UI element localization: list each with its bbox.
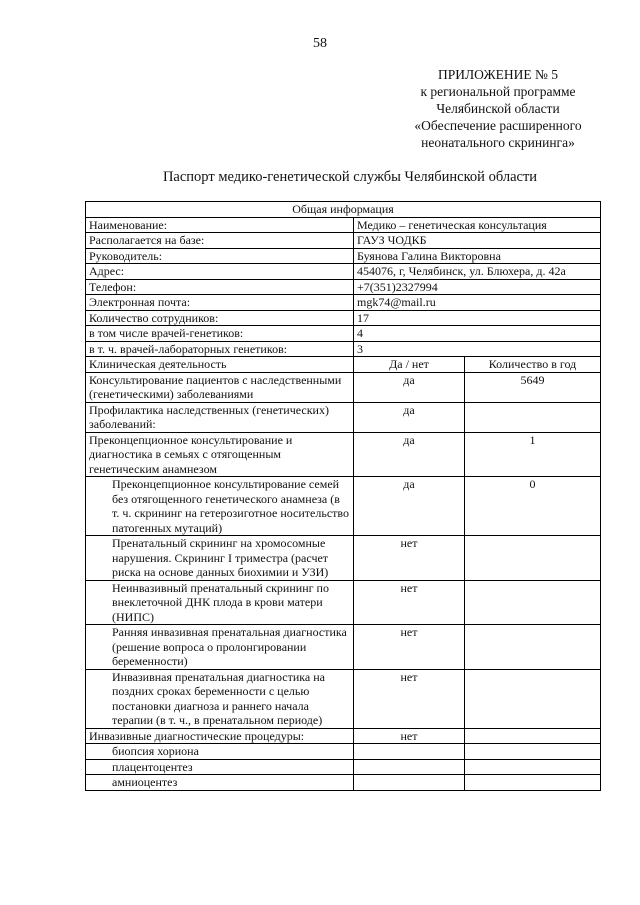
row-yes-no: нет — [354, 580, 465, 625]
row-label: Профилактика наследственных (генетических) заболеваний: — [86, 402, 354, 432]
row-value: mgk74@mail.ru — [354, 295, 601, 311]
table-row — [86, 341, 601, 357]
row-label: Пренатальный скрининг на хромосомные нарушения. Скрининг I триместра (расчет риска на основе данных биохимии и УЗИ) — [86, 536, 354, 581]
appendix-line-3: Челябинской области — [436, 101, 560, 116]
row-yes-no: нет — [354, 669, 465, 728]
row-yes-no: да — [354, 402, 465, 432]
row-label: Располагается на базе: — [86, 233, 354, 249]
passport-table — [85, 201, 601, 791]
column-header-count: Количество в год — [465, 357, 601, 373]
row-count: 5649 — [465, 372, 601, 402]
row-value: Медико – генетическая консультация — [354, 217, 601, 233]
row-value: 17 — [354, 310, 601, 326]
clinical-header-row — [86, 357, 601, 373]
row-label: Ранняя инвазивная пренатальная диагностика (решение вопроса о пролонгировании беременности) — [86, 625, 354, 670]
table-row — [86, 580, 601, 625]
table-row — [86, 402, 601, 432]
row-label: Неинвазивный пренатальный скрининг по внеклеточной ДНК плода в крови матери (НИПС) — [86, 580, 354, 625]
table-row — [86, 264, 601, 280]
table-row — [86, 432, 601, 477]
table-row — [86, 759, 601, 775]
row-yes-no — [354, 759, 465, 775]
row-label: Консультирование пациентов с наследственными (генетическими) заболеваниями — [86, 372, 354, 402]
row-count — [465, 625, 601, 670]
row-count — [465, 536, 601, 581]
row-count — [465, 775, 601, 791]
row-label: в том числе врачей-генетиков: — [86, 326, 354, 342]
general-header: Общая информация — [86, 202, 601, 218]
row-yes-no: да — [354, 477, 465, 536]
appendix-block — [398, 66, 598, 151]
row-value: +7(351)2327994 — [354, 279, 601, 295]
appendix-line-4: «Обеспечение расширенного — [414, 118, 582, 133]
appendix-line-2: к региональной программе — [420, 84, 576, 99]
row-count: 1 — [465, 432, 601, 477]
table-row — [86, 248, 601, 264]
table-row — [86, 217, 601, 233]
row-label: Инвазивные диагностические процедуры: — [86, 728, 354, 744]
row-value: ГАУЗ ЧОДКБ — [354, 233, 601, 249]
row-label: Электронная почта: — [86, 295, 354, 311]
table-row — [86, 310, 601, 326]
row-label: Преконцепционное консультирование семей без отягощенного генетического анамнеза (в т. ч. скрининг на гетерозиготное носительство патогенных мутаций) — [86, 477, 354, 536]
row-yes-no: нет — [354, 625, 465, 670]
row-label: Преконцепционное консультирование и диагностика в семьях с отягощенным генетическим анамнезом — [86, 432, 354, 477]
row-label: Адрес: — [86, 264, 354, 280]
table-row — [86, 669, 601, 728]
row-label: Инвазивная пренатальная диагностика на поздних сроках беременности с целью постановки диагноза и раннего начала терапии (в т. ч., в пренатальном периоде) — [86, 669, 354, 728]
row-count: 0 — [465, 477, 601, 536]
document-title: Паспорт медико-генетической службы Челябинской области — [162, 169, 538, 185]
row-value: Буянова Галина Викторовна — [354, 248, 601, 264]
row-yes-no: да — [354, 372, 465, 402]
general-header-row — [86, 202, 601, 218]
table-row — [86, 775, 601, 791]
table-row — [86, 625, 601, 670]
row-value: 3 — [354, 341, 601, 357]
table-row — [86, 372, 601, 402]
row-count — [465, 759, 601, 775]
row-count — [465, 744, 601, 760]
row-label: биопсия хориона — [86, 744, 354, 760]
row-count — [465, 580, 601, 625]
clinical-header: Клиническая деятельность — [86, 357, 354, 373]
row-yes-no: да — [354, 432, 465, 477]
row-label: в т. ч. врачей-лабораторных генетиков: — [86, 341, 354, 357]
row-label: амниоцентез — [86, 775, 354, 791]
table-row — [86, 295, 601, 311]
appendix-line-1: ПРИЛОЖЕНИЕ № 5 — [437, 67, 559, 82]
row-label: плацентоцентез — [86, 759, 354, 775]
row-label: Наименование: — [86, 217, 354, 233]
table-row — [86, 233, 601, 249]
row-count — [465, 402, 601, 432]
row-label: Руководитель: — [86, 248, 354, 264]
row-count — [465, 669, 601, 728]
row-count — [465, 728, 601, 744]
table-row — [86, 536, 601, 581]
row-yes-no — [354, 775, 465, 791]
table-row — [86, 326, 601, 342]
table-row — [86, 477, 601, 536]
table-row — [86, 279, 601, 295]
row-yes-no: нет — [354, 728, 465, 744]
row-label: Количество сотрудников: — [86, 310, 354, 326]
column-header-yes-no: Да / нет — [354, 357, 465, 373]
appendix-line-5: неонатального скрининга» — [421, 135, 575, 150]
row-yes-no — [354, 744, 465, 760]
page-number: 58 — [313, 36, 327, 51]
table-row — [86, 728, 601, 744]
table-row — [86, 744, 601, 760]
row-value: 454076, г, Челябинск, ул. Блюхера, д. 42а — [354, 264, 601, 280]
row-value: 4 — [354, 326, 601, 342]
row-label: Телефон: — [86, 279, 354, 295]
row-yes-no: нет — [354, 536, 465, 581]
